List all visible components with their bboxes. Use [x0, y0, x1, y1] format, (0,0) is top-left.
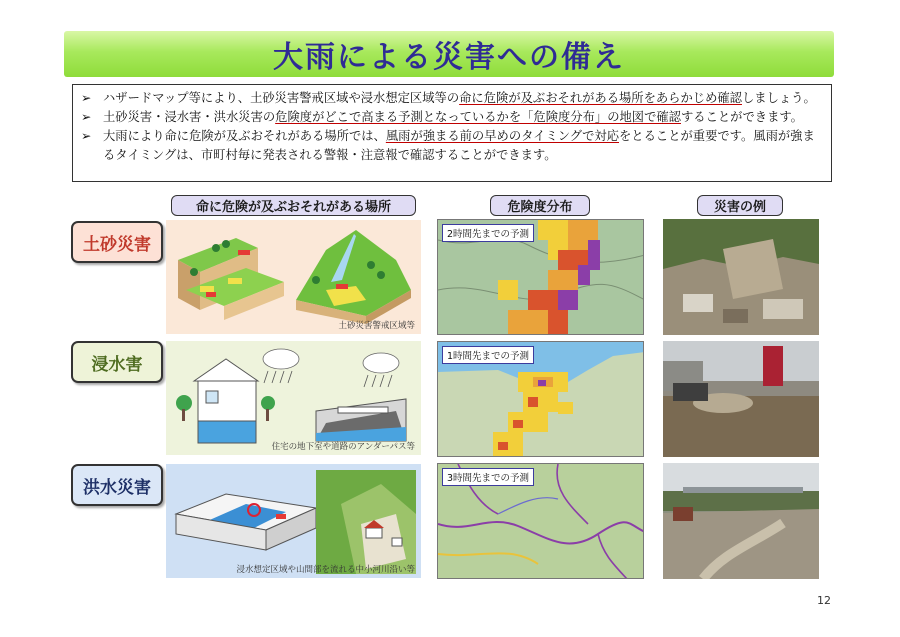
title-bar: [64, 31, 834, 77]
row-label-flood: [71, 464, 163, 506]
header-examples-label: 災害の例: [713, 200, 766, 215]
header-examples: [697, 195, 783, 216]
risk-map-flood-label: 3時間先までの予測: [442, 468, 534, 486]
bullet-text-part: 大雨により命に危険が及ぶおそれがある場所では、: [103, 129, 386, 143]
bullet-box: [72, 84, 832, 182]
bullet-text-part: ハザードマップ等により、土砂災害警戒区域や浸水想定区域等の: [103, 91, 460, 105]
risk-map-sediment-label: 2時間先までの予測: [442, 224, 534, 242]
header-risk-label: 危険度分布: [507, 200, 573, 215]
photo-flood: [663, 463, 819, 579]
bullet-text-part: をとることが重要です。風雨が強まるタイミングは、市町村毎に発表される警報・注意報で確認することができます。: [103, 129, 815, 162]
bullet-arrow-icon: ➢: [81, 91, 92, 105]
bullet-item: [81, 89, 821, 108]
row-label-flood-text: 洪水災害: [83, 477, 151, 498]
illustration-flood: [166, 464, 421, 578]
page-title: 大雨による災害への備え: [273, 40, 625, 75]
header-places: [171, 195, 416, 216]
bullet-text: [103, 89, 821, 108]
bullet-text-part: しましょう。: [741, 91, 816, 105]
bullet-arrow-icon: ➢: [81, 110, 92, 124]
illustration-flood-caption: 浸水想定区域や山間部を流れる中小河川沿い等: [236, 565, 415, 575]
row-label-sediment: [71, 221, 163, 263]
illustration-sediment-caption: 土砂災害警戒区域等: [338, 321, 415, 331]
bullet-item: [81, 127, 821, 165]
bullet-text-underlined: 危険度がどこで高まる予測となっているかを「危険度分布」の地図で確認: [275, 110, 681, 124]
row-label-inundation-text: 浸水害: [91, 354, 143, 375]
illustration-sediment: [166, 220, 421, 334]
risk-map-inundation: [437, 341, 644, 457]
header-risk: [490, 195, 590, 216]
bullet-text-part: することができます。: [680, 110, 803, 124]
row-label-sediment-text: 土砂災害: [83, 234, 151, 255]
illustration-inundation-caption: 住宅の地下室や道路のアンダーパス等: [271, 442, 415, 452]
bullet-text-underlined: 命に危険が及ぶおそれがある場所をあらかじめ確認: [459, 91, 742, 105]
risk-map-sediment: [437, 219, 644, 335]
page-number: 12: [817, 594, 831, 607]
bullet-arrow-icon: ➢: [81, 129, 92, 143]
bullet-text-underlined: 風雨が強まる前の早めのタイミングで対応: [385, 129, 619, 143]
header-places-label: 命に危険が及ぶおそれがある場所: [195, 200, 391, 215]
bullet-item: [81, 108, 821, 127]
risk-map-inundation-label: 1時間先までの予測: [442, 346, 534, 364]
photo-inundation: [663, 341, 819, 457]
photo-sediment: [663, 219, 819, 335]
bullet-text: [103, 108, 821, 127]
bullet-text-part: 土砂災害・浸水害・洪水災害の: [103, 110, 276, 124]
bullet-text: [103, 127, 821, 165]
illustration-inundation: [166, 341, 421, 455]
risk-map-flood: [437, 463, 644, 579]
row-label-inundation: [71, 341, 163, 383]
